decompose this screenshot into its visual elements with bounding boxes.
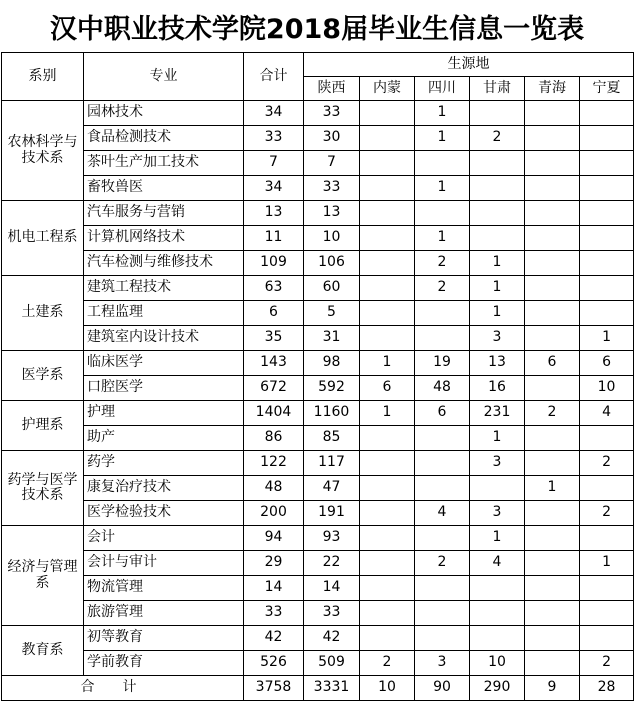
province-count: 4 [580, 401, 634, 426]
row-total: 34 [244, 101, 304, 126]
province-count: 2 [360, 651, 415, 676]
header-total: 合计 [244, 53, 304, 101]
province-count [525, 276, 580, 301]
table-row [2, 476, 634, 501]
province-count: 191 [304, 501, 360, 526]
province-count [470, 476, 525, 501]
province-count: 2 [580, 501, 634, 526]
province-count: 10 [470, 651, 525, 676]
province-count [525, 501, 580, 526]
province-count [470, 226, 525, 251]
department-name: 护理系 [2, 401, 84, 451]
department-name: 药学与医学技术系 [2, 451, 84, 526]
table-row [2, 301, 634, 326]
table-row [2, 551, 634, 576]
table-row [2, 651, 634, 676]
province-count: 10 [580, 376, 634, 401]
province-count: 1 [415, 126, 470, 151]
province-count [525, 651, 580, 676]
province-count [360, 451, 415, 476]
province-count: 6 [580, 351, 634, 376]
header-province: 甘肃 [470, 77, 525, 101]
major-name: 汽车检测与维修技术 [84, 251, 244, 276]
header-province: 宁夏 [580, 77, 634, 101]
province-count [415, 576, 470, 601]
province-count [525, 626, 580, 651]
province-count: 16 [470, 376, 525, 401]
row-total: 6 [244, 301, 304, 326]
province-count: 1 [470, 276, 525, 301]
province-count [360, 151, 415, 176]
province-count [415, 426, 470, 451]
province-count [580, 251, 634, 276]
province-count [580, 151, 634, 176]
grand-total-province: 9 [525, 676, 580, 701]
province-count [360, 426, 415, 451]
row-total: 14 [244, 576, 304, 601]
major-name: 医学检验技术 [84, 501, 244, 526]
province-count: 5 [304, 301, 360, 326]
province-count [525, 601, 580, 626]
province-count [415, 626, 470, 651]
department-name: 土建系 [2, 276, 84, 351]
grand-total-province: 3331 [304, 676, 360, 701]
row-total: 34 [244, 176, 304, 201]
row-total: 35 [244, 326, 304, 351]
table-row [2, 451, 634, 476]
province-count: 117 [304, 451, 360, 476]
header-major: 专业 [84, 53, 244, 101]
province-count: 1 [580, 551, 634, 576]
province-count: 6 [415, 401, 470, 426]
major-name: 汽车服务与营销 [84, 201, 244, 226]
department-name: 医学系 [2, 351, 84, 401]
province-count: 47 [304, 476, 360, 501]
province-count [525, 126, 580, 151]
province-count [525, 451, 580, 476]
province-count [525, 326, 580, 351]
province-count [470, 626, 525, 651]
row-total: 48 [244, 476, 304, 501]
table-row [2, 626, 634, 651]
province-count: 1 [415, 176, 470, 201]
province-count [580, 576, 634, 601]
province-count: 48 [415, 376, 470, 401]
grand-total-value: 3758 [244, 676, 304, 701]
province-count [525, 201, 580, 226]
province-count: 33 [304, 101, 360, 126]
table-row [2, 251, 634, 276]
province-count [580, 526, 634, 551]
province-count [415, 526, 470, 551]
province-count: 1 [470, 526, 525, 551]
header-province: 青海 [525, 77, 580, 101]
province-count: 13 [470, 351, 525, 376]
province-count: 19 [415, 351, 470, 376]
province-count [470, 101, 525, 126]
province-count [415, 201, 470, 226]
province-count: 6 [360, 376, 415, 401]
major-name: 会计与审计 [84, 551, 244, 576]
province-count: 6 [525, 351, 580, 376]
province-count [525, 301, 580, 326]
table-row [2, 201, 634, 226]
province-count: 1160 [304, 401, 360, 426]
graduate-info-table [1, 52, 634, 701]
province-count [580, 476, 634, 501]
province-count [415, 476, 470, 501]
major-name: 畜牧兽医 [84, 176, 244, 201]
row-total: 143 [244, 351, 304, 376]
province-count [580, 301, 634, 326]
province-count: 2 [470, 126, 525, 151]
row-total: 7 [244, 151, 304, 176]
row-total: 1404 [244, 401, 304, 426]
province-count [360, 276, 415, 301]
major-name: 食品检测技术 [84, 126, 244, 151]
header-province: 四川 [415, 77, 470, 101]
province-count [360, 501, 415, 526]
province-count [360, 576, 415, 601]
table-row [2, 601, 634, 626]
department-name: 机电工程系 [2, 201, 84, 276]
table-row [2, 351, 634, 376]
province-count [525, 251, 580, 276]
grand-total-province: 28 [580, 676, 634, 701]
major-name: 旅游管理 [84, 601, 244, 626]
major-name: 助产 [84, 426, 244, 451]
grand-total-province: 290 [470, 676, 525, 701]
province-count [360, 226, 415, 251]
province-count [360, 201, 415, 226]
province-count: 1 [360, 401, 415, 426]
province-count: 1 [525, 476, 580, 501]
province-count [470, 601, 525, 626]
province-count [360, 551, 415, 576]
province-count [360, 601, 415, 626]
row-total: 672 [244, 376, 304, 401]
table-row [2, 501, 634, 526]
province-count [415, 326, 470, 351]
province-count: 33 [304, 176, 360, 201]
table-row [2, 326, 634, 351]
table-row [2, 426, 634, 451]
province-count [525, 376, 580, 401]
major-name: 工程监理 [84, 301, 244, 326]
province-count [360, 476, 415, 501]
row-total: 122 [244, 451, 304, 476]
major-name: 会计 [84, 526, 244, 551]
province-count: 1 [580, 326, 634, 351]
province-count: 31 [304, 326, 360, 351]
province-count [415, 451, 470, 476]
province-count [360, 251, 415, 276]
province-count: 592 [304, 376, 360, 401]
row-total: 86 [244, 426, 304, 451]
major-name: 护理 [84, 401, 244, 426]
province-count: 85 [304, 426, 360, 451]
province-count: 3 [415, 651, 470, 676]
province-count [470, 176, 525, 201]
row-total: 29 [244, 551, 304, 576]
province-count [580, 126, 634, 151]
table-row [2, 226, 634, 251]
province-count: 14 [304, 576, 360, 601]
major-name: 药学 [84, 451, 244, 476]
department-name: 经济与管理系 [2, 526, 84, 626]
province-count [525, 426, 580, 451]
province-count: 93 [304, 526, 360, 551]
row-total: 63 [244, 276, 304, 301]
province-count: 10 [304, 226, 360, 251]
table-row [2, 126, 634, 151]
province-count: 1 [470, 426, 525, 451]
major-name: 建筑工程技术 [84, 276, 244, 301]
grand-total-province: 10 [360, 676, 415, 701]
province-count [580, 626, 634, 651]
province-count [360, 626, 415, 651]
province-count [360, 526, 415, 551]
province-count: 4 [470, 551, 525, 576]
department-name: 教育系 [2, 626, 84, 676]
table-row [2, 276, 634, 301]
province-count [525, 151, 580, 176]
province-count [580, 201, 634, 226]
province-count: 1 [415, 226, 470, 251]
row-total: 33 [244, 126, 304, 151]
province-count: 2 [580, 651, 634, 676]
province-count: 1 [470, 301, 525, 326]
table-row [2, 176, 634, 201]
major-name: 学前教育 [84, 651, 244, 676]
table-row [2, 376, 634, 401]
province-count [580, 426, 634, 451]
province-count: 231 [470, 401, 525, 426]
header-origin: 生源地 [304, 53, 634, 77]
province-count: 3 [470, 326, 525, 351]
major-name: 临床医学 [84, 351, 244, 376]
table-row [2, 576, 634, 601]
province-count: 106 [304, 251, 360, 276]
table-row [2, 401, 634, 426]
province-count: 4 [415, 501, 470, 526]
province-count [525, 176, 580, 201]
province-count [415, 301, 470, 326]
page-title: 汉中职业技术学院2018届毕业生信息一览表 [49, 13, 585, 45]
province-count: 1 [415, 101, 470, 126]
major-name: 口腔医学 [84, 376, 244, 401]
province-count: 33 [304, 601, 360, 626]
province-count: 30 [304, 126, 360, 151]
province-count [580, 226, 634, 251]
province-count [580, 601, 634, 626]
table-row [2, 526, 634, 551]
province-count: 2 [415, 551, 470, 576]
province-count [360, 101, 415, 126]
province-count: 509 [304, 651, 360, 676]
major-name: 茶叶生产加工技术 [84, 151, 244, 176]
row-total: 11 [244, 226, 304, 251]
province-count [580, 101, 634, 126]
province-count [415, 151, 470, 176]
province-count [360, 301, 415, 326]
grand-total-row [2, 676, 634, 701]
province-count: 22 [304, 551, 360, 576]
province-count: 13 [304, 201, 360, 226]
province-count [525, 101, 580, 126]
province-count: 42 [304, 626, 360, 651]
grand-total-province: 90 [415, 676, 470, 701]
row-total: 526 [244, 651, 304, 676]
province-count: 1 [360, 351, 415, 376]
header-province: 陕西 [304, 77, 360, 101]
table-row [2, 151, 634, 176]
table-row [2, 101, 634, 126]
major-name: 建筑室内设计技术 [84, 326, 244, 351]
province-count [525, 226, 580, 251]
province-count: 3 [470, 501, 525, 526]
province-count [525, 526, 580, 551]
header-dept: 系别 [2, 53, 84, 101]
header-province: 内蒙 [360, 77, 415, 101]
row-total: 109 [244, 251, 304, 276]
major-name: 物流管理 [84, 576, 244, 601]
province-count: 2 [580, 451, 634, 476]
row-total: 94 [244, 526, 304, 551]
province-count: 3 [470, 451, 525, 476]
major-name: 园林技术 [84, 101, 244, 126]
province-count: 7 [304, 151, 360, 176]
province-count: 2 [525, 401, 580, 426]
province-count [525, 576, 580, 601]
province-count: 2 [415, 251, 470, 276]
major-name: 计算机网络技术 [84, 226, 244, 251]
province-count [470, 576, 525, 601]
province-count [415, 601, 470, 626]
grand-total-label: 合计 [2, 676, 244, 701]
province-count [580, 176, 634, 201]
row-total: 33 [244, 601, 304, 626]
major-name: 康复治疗技术 [84, 476, 244, 501]
department-name: 农林科学与技术系 [2, 101, 84, 201]
row-total: 42 [244, 626, 304, 651]
province-count: 98 [304, 351, 360, 376]
province-count [580, 276, 634, 301]
province-count [360, 176, 415, 201]
province-count: 2 [415, 276, 470, 301]
province-count: 1 [470, 251, 525, 276]
province-count [360, 126, 415, 151]
province-count [525, 551, 580, 576]
row-total: 200 [244, 501, 304, 526]
province-count [470, 201, 525, 226]
province-count: 60 [304, 276, 360, 301]
major-name: 初等教育 [84, 626, 244, 651]
province-count [470, 151, 525, 176]
row-total: 13 [244, 201, 304, 226]
province-count [360, 326, 415, 351]
